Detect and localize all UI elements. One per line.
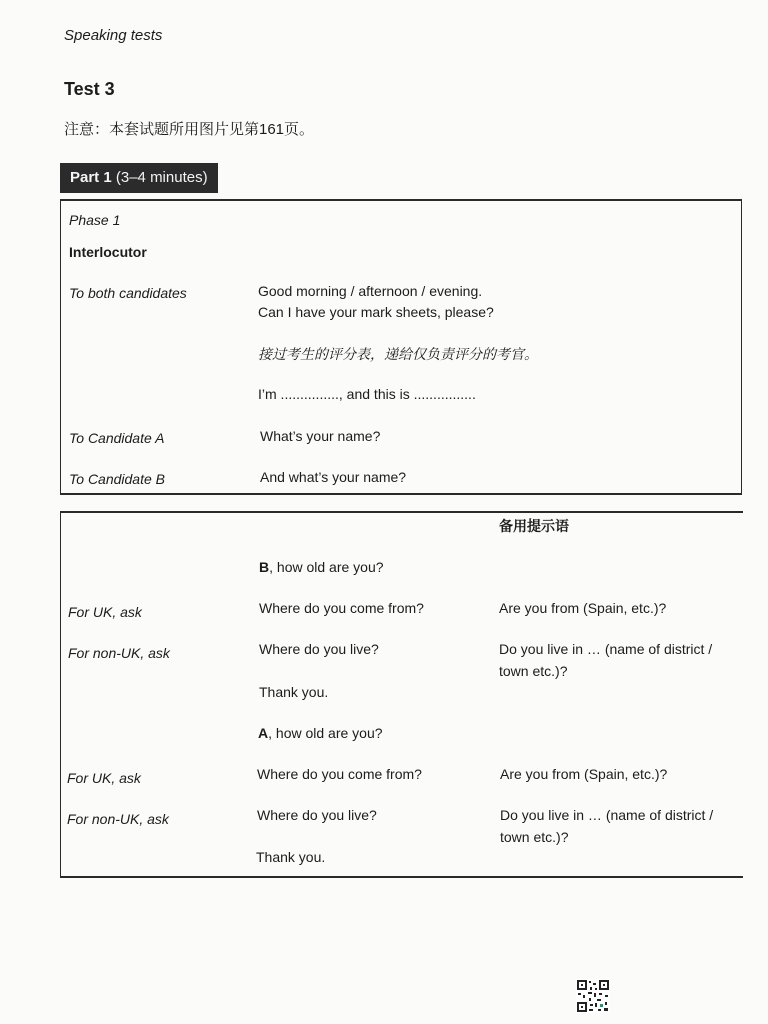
script-line: Where do you live? xyxy=(259,641,379,657)
script-line: What’s your name? xyxy=(260,428,381,444)
prompts-box xyxy=(60,511,743,878)
script-text: , how old are you? xyxy=(268,725,383,741)
examiner-instruction: 接过考生的评分表，递给仅负责评分的考官。 xyxy=(258,347,538,363)
row-label: For UK, ask xyxy=(67,770,141,786)
row-label: For non-UK, ask xyxy=(67,811,169,827)
script-text: , how old are you? xyxy=(269,559,384,575)
script-line: Where do you live? xyxy=(257,807,377,823)
script-line xyxy=(258,725,383,741)
row-label: To Candidate A xyxy=(69,430,165,446)
script-line: I’m ..............., and this is ................ xyxy=(258,386,476,402)
part-label: Part 1 xyxy=(70,169,112,186)
phase-1-box xyxy=(60,199,742,495)
alt-prompt: Are you from (Spain, etc.)? xyxy=(500,766,668,782)
script-line: Can I have your mark sheets, please? xyxy=(258,304,494,320)
running-header: Speaking tests xyxy=(64,27,163,44)
part-badge xyxy=(60,163,218,193)
test-title: Test 3 xyxy=(64,79,115,99)
candidate-letter: A xyxy=(258,725,269,741)
alt-prompt: Are you from (Spain, etc.)? xyxy=(499,600,667,616)
alt-prompt: Do you live in … (name of district / xyxy=(499,641,713,657)
part-duration: (3–4 minutes) xyxy=(115,169,208,186)
phase-label: Phase 1 xyxy=(69,212,121,228)
role-label: Interlocutor xyxy=(69,244,147,260)
script-line: Thank you. xyxy=(256,849,326,865)
script-line: And what’s your name? xyxy=(260,469,407,485)
row-label: To both candidates xyxy=(69,285,187,301)
qr-code-icon xyxy=(576,979,610,1013)
row-label: To Candidate B xyxy=(69,471,165,487)
script-line: Thank you. xyxy=(259,684,329,700)
alt-prompt: town etc.)? xyxy=(500,829,569,845)
alt-prompt: town etc.)? xyxy=(499,663,568,679)
script-line: Where do you come from? xyxy=(257,766,422,782)
column-header: 备用提示语 xyxy=(499,518,569,534)
row-label: For UK, ask xyxy=(68,604,142,620)
alt-prompt: Do you live in … (name of district / xyxy=(500,807,714,823)
candidate-letter: B xyxy=(259,559,270,575)
note-text: 注意：本套试题所用图片见第161页。 xyxy=(64,121,315,138)
script-line: Where do you come from? xyxy=(259,600,424,616)
script-line xyxy=(259,559,384,575)
script-line: Good morning / afternoon / evening. xyxy=(258,283,483,299)
row-label: For non-UK, ask xyxy=(68,645,170,661)
